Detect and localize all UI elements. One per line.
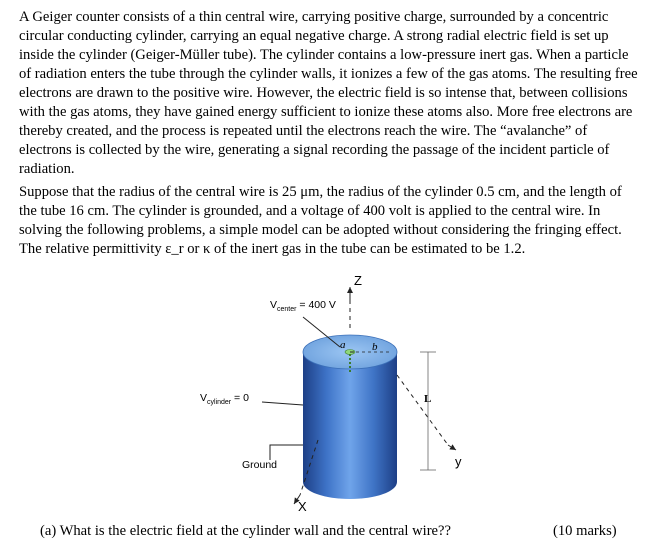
question-text: (a) What is the electric field at the cylinder wall and the central wire??	[40, 523, 451, 539]
v-center-label: $V_{center} = 400$ V	[270, 299, 336, 313]
v-cylinder-label: $V_{cylinder} = 0$	[200, 392, 249, 406]
y-axis-dashed	[397, 375, 448, 445]
v-cylinder-leader	[262, 402, 303, 405]
intro-paragraph: A Geiger counter consists of a thin central wire, carrying positive charge, surrounded by a concentric circular conducting cylinder, carrying an equal negative charge. A strong radial electric field is set up inside the cylinder (Geiger-Müller tube). The cylinder contains a low-pressure inert gas. When a particle of radiation enters the tube through the cylinder walls, it ionizes a few of the gas atoms. The resulting free electrons are drawn to the positive wire. However, the electric field is so intense that, between collisions with the gas atoms, they have gained energy sufficient to ionize these atoms also. More free electrons are thereby created, and the process is repeated until the electrons reach the wire. The “avalanche” of electrons is collected by the wire, generating a signal recording the passage of the incident particle of radiation.	[19, 9, 638, 177]
radius-a-label: a	[340, 339, 346, 351]
ground-wire	[270, 445, 303, 460]
ground-label: Ground	[242, 459, 278, 471]
question-marks: (10 marks)	[553, 523, 617, 539]
radius-b-label: b	[372, 341, 378, 353]
y-axis-arrow	[448, 445, 456, 450]
setup-paragraph: Suppose that the radius of the central wire is 25 μm, the radius of the cylinder 0.5 cm, and the length of the tube 16 cm. The cylinder is grounded, and a voltage of 400 volt is applied to the central wire. In solving the following problems, a simple model can be adopted without considering the fringing effect. The relative permittivity ε_r or κ of the inert gas in the tube can be estimated to be 1.2.	[19, 184, 622, 257]
x-axis-label: X	[298, 499, 307, 514]
z-axis-label: Z	[354, 273, 362, 288]
y-axis-label: y	[455, 454, 462, 469]
length-label: L	[424, 393, 432, 405]
cylinder-body	[303, 352, 397, 499]
